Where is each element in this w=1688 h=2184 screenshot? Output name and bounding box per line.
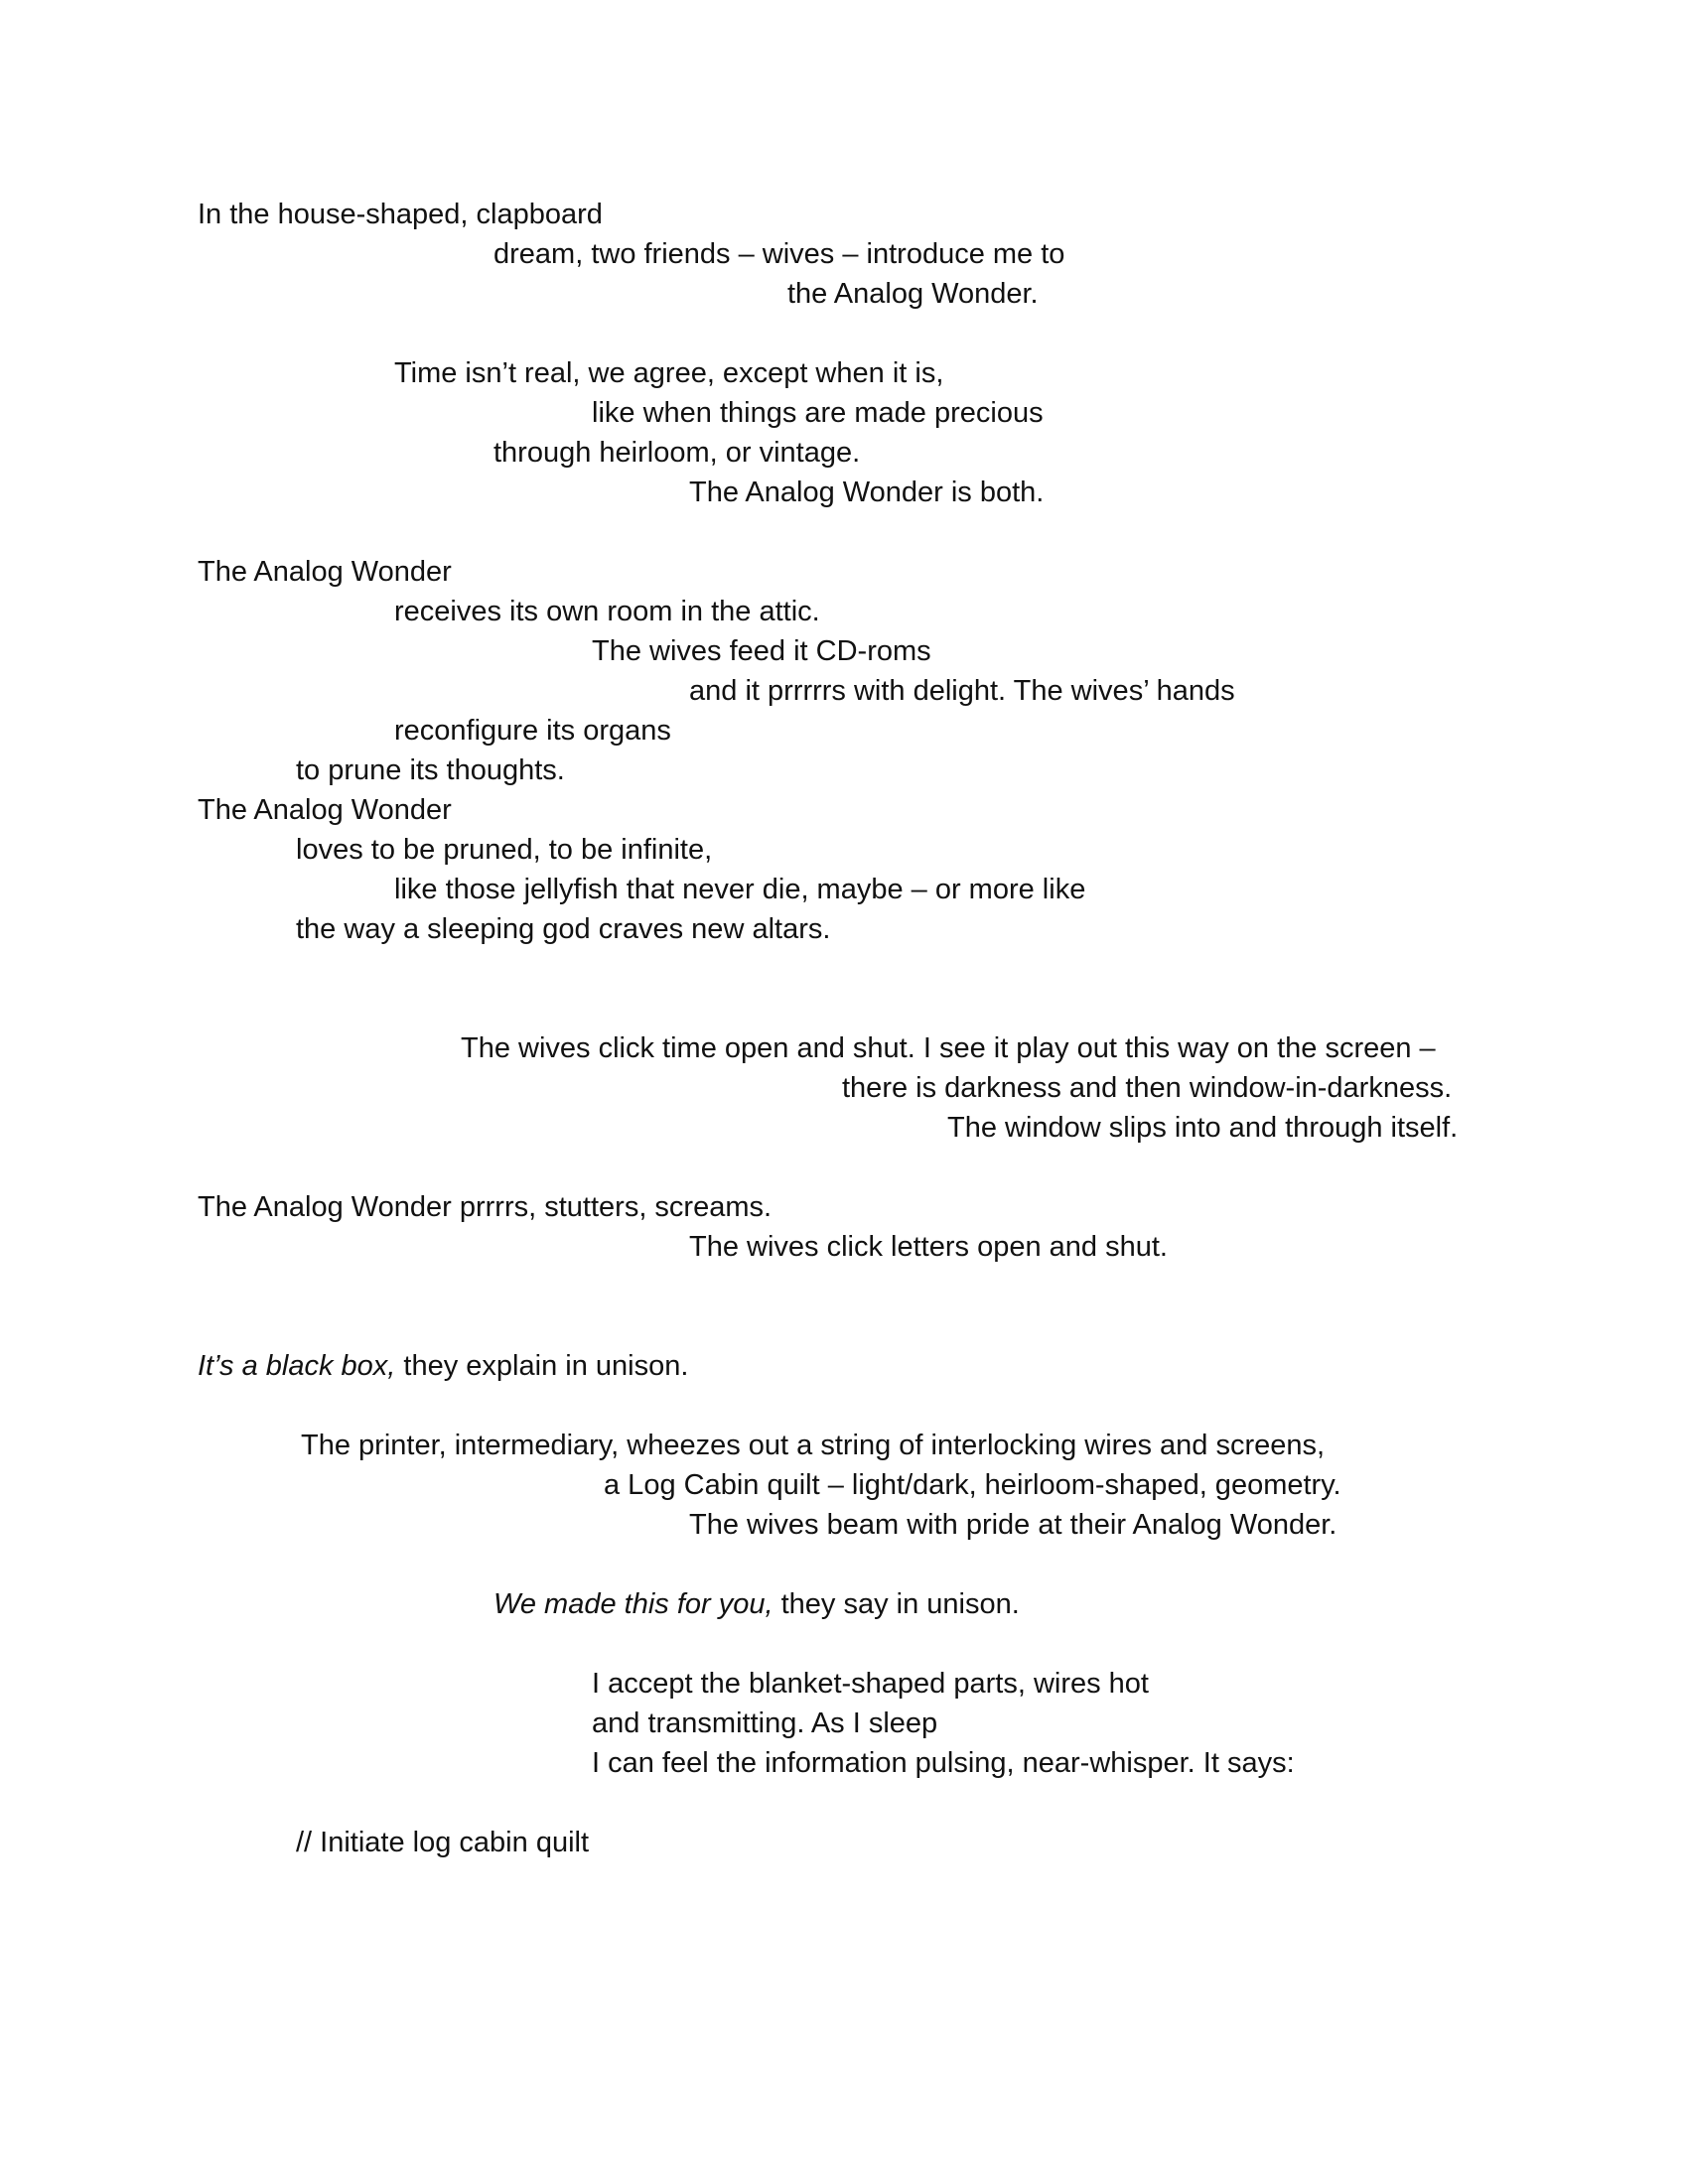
poem-line: I can feel the information pulsing, near-whisper. It says: [592,1747,1295,1779]
poem-line: The Analog Wonder [198,794,452,826]
poem-line-text: they say in unison. [780,1588,1020,1620]
poem-line-text: they explain in unison. [403,1350,689,1382]
poem-line: The Analog Wonder prrrrs, stutters, screams. [198,1191,773,1223]
poem-line: a Log Cabin quilt – light/dark, heirloom-shaped, geometry. [604,1469,1341,1501]
poem-line: there is darkness and then window-in-darkness. [842,1072,1453,1104]
poem-line: The wives beam with pride at their Analog Wonder. [689,1509,1337,1541]
poem-line: The printer, intermediary, wheezes out a string of interlocking wires and screens, [301,1430,1326,1461]
poem-line: dream, two friends – wives – introduce me to [493,238,1065,270]
italic-phrase: It’s a black box, [198,1350,396,1382]
poem-line: receives its own room in the attic. [394,596,820,627]
poem-line: like those jellyfish that never die, maybe – or more like [394,874,1086,905]
poem-line: like when things are made precious [592,397,1044,429]
poem-line [493,1587,1020,1621]
poem-line: to prune its thoughts. [296,754,565,786]
poem-line: The wives click time open and shut. I see it play out this way on the screen – [461,1032,1436,1064]
poem-line: Time isn’t real, we agree, except when it is, [394,357,944,389]
poem-line: the way a sleeping god craves new altars. [296,913,831,945]
poem-line: The window slips into and through itself. [947,1112,1459,1144]
poem-line: // Initiate log cabin quilt [296,1827,590,1858]
poem-line: In the house-shaped, clapboard [198,199,603,230]
poem-line: The Analog Wonder is both. [689,477,1045,508]
italic-phrase: We made this for you, [493,1588,774,1620]
poem-line: and it prrrrrs with delight. The wives’ hands [689,675,1235,707]
poem-line: The wives click letters open and shut. [689,1231,1168,1263]
poem-line: through heirloom, or vintage. [493,437,861,469]
poem-line: The Analog Wonder [198,556,452,588]
poem-line: the Analog Wonder. [787,278,1039,310]
poem-line: reconfigure its organs [394,715,671,747]
poem-line: The wives feed it CD-roms [592,635,931,667]
poem-line: loves to be pruned, to be infinite, [296,834,713,866]
poem-line: and transmitting. As I sleep [592,1707,938,1739]
poem-line [198,1349,688,1383]
poem-line: I accept the blanket-shaped parts, wires hot [592,1668,1149,1700]
